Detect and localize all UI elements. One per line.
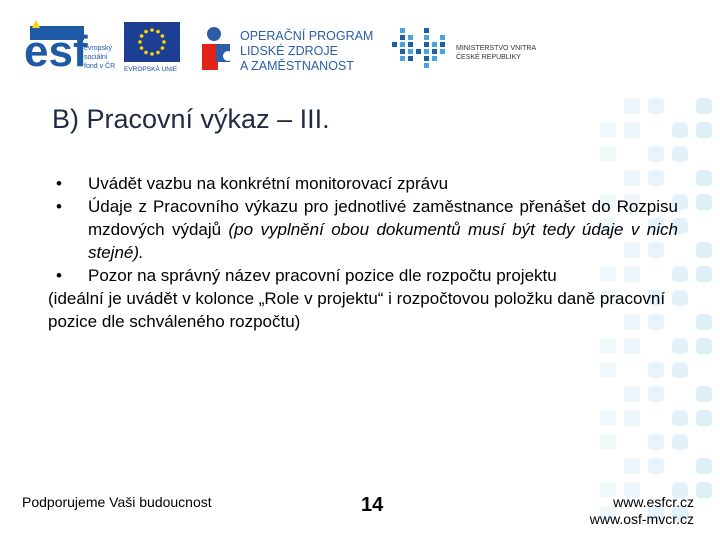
bullet-3-continuation-text: (ideální je uvádět v kolonce „Role v projektu“ i rozpočtovou položku daně pracovní pozice dle schváleného rozpočtu)	[48, 289, 666, 331]
mv-logo-dot	[424, 49, 429, 54]
op-logo-line-3: A ZAMĚSTNANOST	[240, 59, 354, 73]
mv-logo-dot	[424, 63, 429, 68]
decorative-dot	[624, 386, 640, 402]
mv-logo-dot	[424, 28, 429, 33]
mv-logo-dot	[392, 42, 397, 47]
op-logo-line-2: LIDSKÉ ZDROJE	[240, 44, 338, 58]
bullet-marker: •	[56, 174, 62, 193]
bullet-item-1	[56, 172, 678, 195]
eu-star-icon	[138, 40, 142, 44]
decorative-dot	[648, 458, 664, 474]
bullet-list	[48, 172, 678, 333]
decorative-dot	[648, 98, 664, 114]
eu-star-icon	[150, 52, 154, 56]
decorative-dot	[696, 482, 712, 498]
decorative-dot	[624, 338, 640, 354]
mv-logo-dot	[408, 56, 413, 61]
mv-logo-dot	[408, 35, 413, 40]
mv-logo-dot	[416, 49, 421, 54]
bullet-marker: •	[56, 197, 62, 216]
mv-logo-dot	[400, 42, 405, 47]
mv-logo-dot	[424, 35, 429, 40]
decorative-dot	[648, 146, 664, 162]
esf-logo-line-2: sociální	[84, 54, 108, 61]
decorative-dot	[600, 410, 616, 426]
bullet-3-continuation	[48, 287, 678, 333]
decorative-dot	[600, 146, 616, 162]
eu-star-icon	[161, 46, 165, 50]
op-lzz-logo	[202, 27, 373, 73]
esf-logo-mark: esf	[24, 27, 88, 76]
decorative-dot	[600, 362, 616, 378]
eu-star-icon	[140, 46, 144, 50]
esf-logo	[24, 20, 115, 76]
decorative-dot	[600, 122, 616, 138]
op-logo-line-1: OPERAČNÍ PROGRAM	[240, 29, 374, 43]
decorative-dot	[696, 338, 712, 354]
eu-star-icon	[161, 34, 165, 38]
eu-star-icon	[156, 51, 160, 55]
mv-cr-logo	[392, 28, 536, 68]
decorative-dot	[648, 434, 664, 450]
decorative-dot	[696, 242, 712, 258]
mv-logo-dot	[400, 56, 405, 61]
slide-title: B) Pracovní výkaz – III.	[52, 104, 330, 134]
decorative-dot	[672, 338, 688, 354]
bullet-2-italic-text: (po vyplnění obou dokumentů musí být tedy údaje v nich stejné).	[88, 220, 678, 262]
mv-logo-line-1: MINISTERSTVO VNITRA	[456, 45, 537, 52]
decorative-dot	[672, 434, 688, 450]
footer-urls	[590, 494, 694, 528]
decorative-dot	[696, 98, 712, 114]
decorative-dot	[624, 122, 640, 138]
eu-star-icon	[144, 51, 148, 55]
decorative-dot	[600, 434, 616, 450]
decorative-dot	[648, 386, 664, 402]
bullet-marker: •	[56, 266, 62, 285]
decorative-dot	[696, 458, 712, 474]
esf-logo-line-3: fond v ČR	[84, 63, 116, 70]
bullet-item-2	[56, 195, 678, 264]
decorative-dot	[672, 410, 688, 426]
logo-bar	[0, 0, 720, 90]
decorative-dot	[672, 146, 688, 162]
eu-flag-logo	[124, 22, 180, 73]
mv-logo-dot	[432, 49, 437, 54]
decorative-dot	[600, 338, 616, 354]
decorative-dot	[696, 314, 712, 330]
eu-star-icon	[162, 40, 166, 44]
footer-url-osf[interactable]: www.osf-mvcr.cz	[589, 511, 694, 527]
mv-logo-dot	[424, 56, 429, 61]
mv-logo-dot	[440, 49, 445, 54]
decorative-dot	[696, 266, 712, 282]
decorative-dot	[624, 98, 640, 114]
mv-logo-dot	[400, 28, 405, 33]
eu-logo-caption: EVROPSKÁ UNIE	[124, 66, 178, 73]
page-number: 14	[361, 494, 384, 516]
mv-logo-dot	[440, 35, 445, 40]
mv-logo-dot	[400, 49, 405, 54]
mv-logo-dot	[432, 56, 437, 61]
decorative-dot	[672, 362, 688, 378]
decorative-dot	[624, 410, 640, 426]
mv-logo-dot	[408, 42, 413, 47]
mv-logo-dot	[432, 42, 437, 47]
eu-star-icon	[144, 30, 148, 34]
decorative-dot	[624, 458, 640, 474]
bullet-2-text: Údaje z Pracovního výkazu pro jednotlivé zaměstnance přenášet do Rozpisu mzdových výdajů	[88, 197, 678, 239]
eu-star-icon	[150, 28, 154, 32]
mv-logo-dot	[408, 49, 413, 54]
decorative-dot	[672, 122, 688, 138]
footer-url-esf[interactable]: www.esfcr.cz	[613, 494, 694, 510]
mv-logo-dot	[400, 35, 405, 40]
decorative-dot	[696, 386, 712, 402]
decorative-dot	[648, 362, 664, 378]
mv-logo-dot	[424, 42, 429, 47]
bullet-3-text: Pozor na správný název pracovní pozice dle rozpočtu projektu	[88, 266, 557, 285]
decorative-dot	[696, 194, 712, 210]
mv-logo-line-2: ČESKÉ REPUBLIKY	[456, 54, 521, 61]
decorative-dot	[696, 122, 712, 138]
eu-star-icon	[140, 34, 144, 38]
bullet-1-text: Uvádět vazbu na konkrétní monitorovací zprávu	[88, 174, 449, 193]
esf-logo-line-1: evropský	[84, 45, 113, 52]
decorative-dot	[696, 410, 712, 426]
mv-logo-dot	[440, 42, 445, 47]
eu-star-icon	[156, 30, 160, 34]
decorative-dot	[696, 170, 712, 186]
bullet-item-3	[56, 264, 678, 287]
footer-slogan: Podporujeme Vaši budoucnost	[22, 494, 212, 510]
